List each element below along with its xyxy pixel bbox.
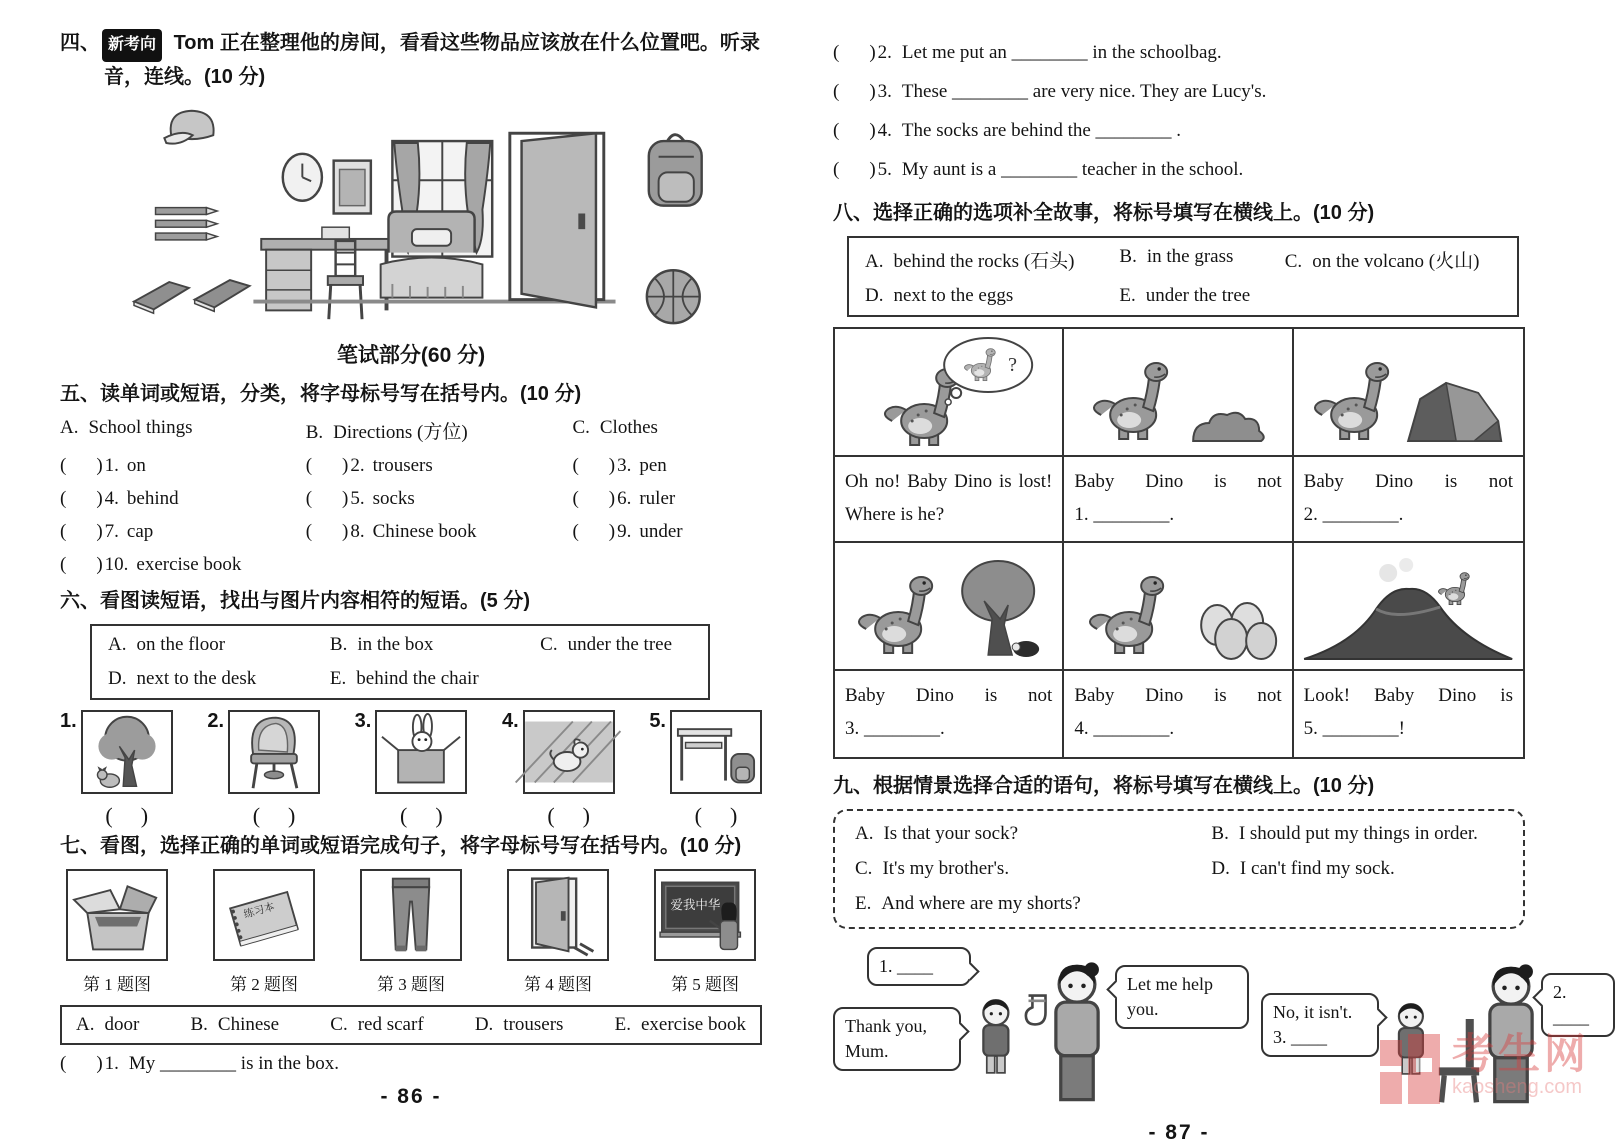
dino-cell-text-6: Look! Baby Dino is 5. ________! <box>1303 685 1513 739</box>
answer-paren: ( ) <box>60 521 103 542</box>
answer-paren: ( ) <box>252 803 296 828</box>
dino-eggs-image <box>1064 543 1293 671</box>
page-number-87: - 87 - <box>1148 1121 1210 1144</box>
kaosheng-watermark <box>1378 1032 1590 1106</box>
page-86 <box>60 28 762 1109</box>
dino-cell-text-1: Oh no! Baby Dino is lost! Where is he? <box>835 457 1064 543</box>
rabbit-in-box-image <box>375 710 467 794</box>
s7-picture-1 <box>66 869 168 995</box>
s5-item-2: ( ) 2. trousers <box>305 455 433 476</box>
section6-options-box <box>90 624 710 700</box>
s7-question-2: ( ) 2. Let me put an ________ in the schoolbag. <box>833 42 1222 63</box>
section8-heading: 八、选择正确的选项补全故事，将标号填写在横线上。(10 分) <box>833 202 1375 224</box>
s5-item-6: ( ) 6. ruler <box>572 488 676 509</box>
answer-paren: ( ) <box>60 455 103 476</box>
s9-option-e: E. And where are my shorts? <box>855 893 1081 914</box>
s7-option-b: B. Chinese <box>190 1014 280 1035</box>
section9-heading: 九、根据情景选择合适的语句，将标号填写在横线上。(10 分) <box>833 775 1375 797</box>
s7-option-d: D. trousers <box>474 1014 564 1035</box>
s5-item-10: ( ) 10. exercise book <box>60 554 242 575</box>
s7-question-4: ( ) 4. The socks are behind the ________ . <box>833 120 1182 141</box>
backpack-image <box>649 135 702 206</box>
s7-option-c: C. red scarf <box>330 1014 424 1035</box>
answer-paren: ( ) <box>833 81 876 102</box>
s8-option-c: C. on the volcano (火山) <box>1284 251 1480 272</box>
answer-paren: ( ) <box>105 803 149 828</box>
section9-options-box <box>833 809 1525 929</box>
answer-paren: ( ) <box>400 803 443 828</box>
category-c: C. Clothes <box>572 417 658 438</box>
s5-item-1: ( ) 1. on <box>60 455 146 476</box>
kaosheng-logo-icon <box>1378 1032 1442 1106</box>
watermark-site-url: kaosheng.com <box>1452 1076 1583 1098</box>
armchair-image <box>228 710 320 794</box>
s8-option-b: B. in the grass <box>1119 246 1234 267</box>
section7-options-box <box>60 1005 762 1045</box>
answer-paren: ( ) <box>833 120 876 141</box>
mum-figure-1 <box>1051 963 1103 1103</box>
s7-picture-3 <box>360 869 462 995</box>
blackboard-chalk-text: 爱我中华 <box>670 898 721 913</box>
picture-caption: 第 5 题图 <box>671 975 739 994</box>
dino-tree-image <box>835 543 1064 671</box>
s6-option-d: D. next to the desk <box>108 668 257 689</box>
section4-text: Tom 正在整理他的房间，看看这些物品应该放在什么位置吧。听录音，连线。(10 分) <box>104 32 760 88</box>
room-scene-image <box>80 98 740 328</box>
dino-cell-text-3: Baby Dino is not 2. ________. <box>1294 457 1523 543</box>
speech-bubble-no-it-isnt: No, it isn't. 3. ____ <box>1261 993 1379 1057</box>
section7-heading: 七、看图，选择正确的单词或短语完成句子，将字母标号写在括号内。(10 分) <box>60 835 742 857</box>
blackboard-teacher-image <box>654 869 756 961</box>
s7-picture-5 <box>654 869 756 995</box>
door-image <box>510 133 604 307</box>
cap-image <box>164 111 213 144</box>
section5-heading: 五、读单词或短语，分类，将字母标号写在括号内。(10 分) <box>60 383 582 405</box>
answer-paren: ( ) <box>60 554 103 575</box>
watermark-site-name: 考生网 <box>1452 1030 1591 1077</box>
s6-picture-3: 3. ( ) <box>355 710 468 829</box>
answer-paren: ( ) <box>305 455 349 476</box>
basketball-image <box>647 270 700 323</box>
dino-grass-image <box>1064 329 1293 457</box>
s5-item-4: ( ) 4. behind <box>60 488 179 509</box>
page-number-86: - 86 - <box>380 1085 442 1108</box>
speech-bubble-let-me-help: Let me help you. <box>1115 965 1249 1029</box>
open-box-image <box>66 869 168 961</box>
exercise-book-label: 练习本 <box>242 901 277 921</box>
picture-caption: 第 4 题图 <box>524 975 592 994</box>
s6-option-a: A. on the floor <box>108 634 226 655</box>
s6-picture-5: 5. ( ) <box>649 710 762 829</box>
written-part-header: 笔试部分(60 分) <box>336 344 486 367</box>
trousers-image <box>360 869 462 961</box>
s6-picture-4: 4. ( ) <box>502 710 615 829</box>
answer-paren: ( ) <box>305 488 349 509</box>
section4-number: 四、 <box>60 32 100 54</box>
s6-picture-1: 1. ( ) <box>60 710 173 829</box>
s7-picture-2 <box>213 869 315 995</box>
category-a: A. School things <box>60 417 193 438</box>
picture-frame-image <box>334 161 371 214</box>
answer-paren: ( ) <box>694 803 738 828</box>
dino-cell-text-4: Baby Dino is not 3. ________. <box>835 671 1064 757</box>
answer-paren: ( ) <box>572 455 616 476</box>
speech-bubble-1: 1. ____ <box>867 947 971 986</box>
answer-paren: ( ) <box>833 159 876 180</box>
page-87 <box>833 28 1589 1145</box>
dino-rock-image <box>1294 329 1523 457</box>
cat-under-tree-image <box>81 710 173 794</box>
s8-option-d: D. next to the eggs <box>865 285 1014 306</box>
desk-image <box>261 227 394 310</box>
picture-caption: 第 2 题图 <box>230 975 298 994</box>
dino-thinking-image <box>835 329 1064 457</box>
exercise-book-image <box>213 869 315 961</box>
volcano-baby-dino-image <box>1294 543 1523 671</box>
s5-item-9: ( ) 9. under <box>572 521 683 542</box>
dino-cell-text-5: Baby Dino is not 4. ________. <box>1064 671 1293 757</box>
answer-paren: ( ) <box>833 42 876 63</box>
clock-icon <box>283 154 322 201</box>
pencils-image <box>156 208 218 240</box>
s9-option-b: B. I should put my things in order. <box>1211 823 1478 844</box>
answer-paren: ( ) <box>60 488 103 509</box>
s5-item-7: ( ) 7. cap <box>60 521 154 542</box>
s6-option-b: B. in the box <box>329 634 434 655</box>
s7-question-3: ( ) 3. These ________ are very nice. They are Lucy's. <box>833 81 1267 102</box>
s7-picture-4 <box>507 869 609 995</box>
s5-item-3: ( ) 3. pen <box>572 455 667 476</box>
section7-pictures <box>66 869 756 995</box>
s7-option-a: A. door <box>76 1014 140 1035</box>
s6-picture-2: 2. ( ) <box>207 710 320 829</box>
picture-caption: 第 3 题图 <box>377 975 445 994</box>
dino-story-table <box>833 327 1525 759</box>
s6-option-e: E. behind the chair <box>329 668 479 689</box>
s5-item-5: ( ) 5. socks <box>305 488 415 509</box>
answer-paren: ( ) <box>60 1053 103 1074</box>
books-image <box>134 280 249 313</box>
s7-question-5: ( ) 5. My aunt is a ________ teacher in the school. <box>833 159 1244 180</box>
sock-image <box>1025 993 1049 1027</box>
speech-bubble-thank-you: Thank you, Mum. <box>833 1007 961 1071</box>
desk-and-schoolbag-image <box>670 710 762 794</box>
answer-paren: ( ) <box>305 521 349 542</box>
boy-figure-1 <box>973 999 1021 1099</box>
dog-on-floor-image <box>523 710 615 794</box>
dino-cell-text-2: Baby Dino is not 1. ________. <box>1064 457 1293 543</box>
answer-paren: ( ) <box>547 803 590 828</box>
s8-option-e: E. under the tree <box>1119 285 1251 306</box>
section8-options-box <box>847 236 1519 317</box>
s6-option-c: C. under the tree <box>540 634 673 655</box>
s7-question-1: ( ) 1. My ________ is in the box. <box>60 1053 339 1074</box>
answer-paren: ( ) <box>572 488 616 509</box>
answer-paren: ( ) <box>572 521 616 542</box>
section6-pictures <box>60 710 762 829</box>
question-mark: ? <box>1008 354 1018 376</box>
s7-option-e: E. exercise book <box>614 1014 746 1035</box>
section4-heading <box>60 28 762 92</box>
chair-image <box>328 241 363 319</box>
category-b: B. Directions (方位) <box>305 422 468 443</box>
picture-caption: 第 1 题图 <box>83 975 151 994</box>
s9-option-c: C. It's my brother's. <box>855 858 1010 879</box>
s5-item-8: ( ) 8. Chinese book <box>305 521 477 542</box>
speech-bubble-2: 2. ____ <box>1541 973 1615 1037</box>
new-topic-badge: 新考向 <box>102 29 162 62</box>
s9-option-d: D. I can't find my sock. <box>1211 858 1395 879</box>
open-door-image <box>507 869 609 961</box>
section6-heading: 六、看图读短语，找出与图片内容相符的短语。(5 分) <box>60 590 530 612</box>
s8-option-a: A. behind the rocks (石头) <box>865 251 1075 272</box>
section5-grid <box>60 417 762 576</box>
s9-option-a: A. Is that your sock? <box>855 823 1019 844</box>
